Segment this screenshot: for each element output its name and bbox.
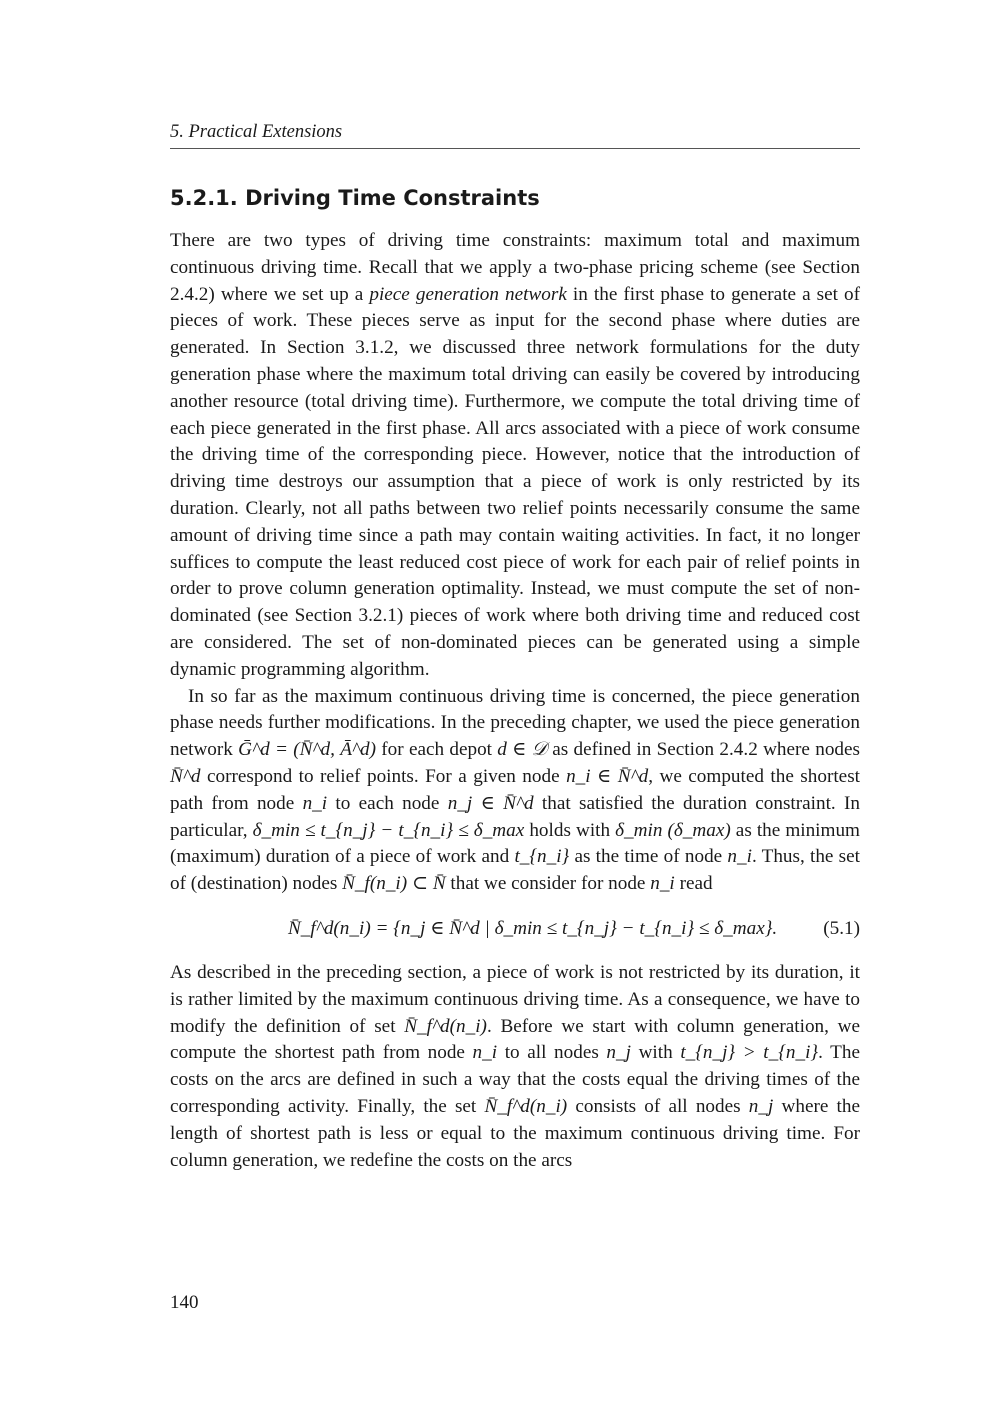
body-text	[170, 228, 860, 1174]
math-inline: n_i	[302, 792, 328, 814]
math-inline: n_j	[748, 1095, 774, 1117]
math-inline: Ḡ^d = (N̄^d, Ā^d)	[238, 739, 376, 761]
paragraph-2: In so far as the maximum continuous driving time is concerned, the piece generation phase needs further modifications. In the preceding chapter, we used the piece generation network Ḡ^d = (N̄^d, Ā^d) for each depot d ∈ 𝒟 as defined in Section 2.4.2 where nodes N̄^d correspond to relief points. For a given node n_i ∈ N̄^d, we computed the shortest path from node n_i to each node n_j ∈ N̄^d that satisfied the duration constraint. In particular, δ_min ≤ t_{n_j} − t_{n_i} ≤ δ_max holds with δ_min (δ_max) as the minimum (maximum) duration of a piece of work and t_{n_i} as the time of node n_i. Thus, the set of (destination) nodes N̄_f(n_i) ⊂ N̄ that we consider for node n_i read	[170, 685, 860, 895]
math-inline: n_j ∈ N̄^d	[447, 792, 534, 814]
equation-number: (5.1)	[823, 917, 860, 939]
math-inline: n_j	[606, 1042, 631, 1064]
math-inline: N̄_f(n_i) ⊂ N̄	[342, 873, 446, 895]
math-inline: n_i	[727, 846, 752, 868]
math-inline: N̄_f^d(n_i)	[484, 1095, 568, 1117]
math-inline: t_{n_j} > t_{n_i}	[680, 1042, 819, 1064]
display-equation	[170, 902, 860, 960]
page-number: 140	[170, 1292, 199, 1313]
math-inline: n_i	[650, 873, 675, 895]
math-inline: δ_min (δ_max)	[615, 819, 731, 841]
paragraph-1: There are two types of driving time constraints: maximum total and maximum continuous driving time. Recall that we apply a two-phase pricing scheme (see Section 2.4.2) where we set up a piece generation network in the first phase to generate a set of pieces of work. These pieces serve as input for the second phase where duties are generated. In Section 3.1.2, we discussed three network formulations for the duty generation phase where the maximum total driving can easily be covered by introducing another resource (total driving time). Furthermore, we compute the total driving time of each piece generated in the first phase. All arcs associated with a piece of work consume the driving time of the corresponding piece. However, notice that the introduction of driving time destroys our assumption that a piece of work is only restricted by its duration. Clearly, not all paths between two relief points necessarily consume the same amount of driving time since a path may contain waiting activities. In fact, it no longer suffices to compute the least reduced cost piece of work for each pair of relief points in order to prove column generation optimality. Instead, we must compute the set of non-dominated (see Section 3.2.1) pieces of work where both driving time and reduced cost are considered. The set of non-dominated pieces can be generated using a simple dynamic programming algorithm.	[170, 230, 861, 680]
emphasis-term: piece generation network	[369, 283, 567, 305]
running-head: 5. Practical Extensions	[170, 120, 860, 149]
math-inline: N̄_f^d(n_i)	[404, 1015, 487, 1037]
paragraph-3: As described in the preceding section, a piece of work is not restricted by its duration, it is rather limited by the maximum continuous driving time. As a consequence, we have to modify the definition of set N̄_f^d(n_i). Before we start with column generation, we compute the shortest path from node n_i to all nodes n_j with t_{n_j} > t_{n_i}. The costs on the arcs are defined in such a way that the costs equal the driving times of the corresponding activity. Finally, the set N̄_f^d(n_i) consists of all nodes n_j where the length of shortest path is less or equal to the maximum continuous driving time. For column generation, we redefine the costs on the arcs	[170, 961, 861, 1171]
math-inline: N̄^d	[170, 765, 201, 787]
math-inline: t_{n_i}	[514, 846, 570, 868]
math-inline: δ_min ≤ t_{n_j} − t_{n_i} ≤ δ_max	[252, 819, 525, 841]
math-inline: n_i	[472, 1042, 498, 1064]
section-title: 5.2.1. Driving Time Constraints	[170, 186, 540, 210]
math-inline: d ∈ 𝒟	[497, 739, 547, 761]
equation-body: N̄_f^d(n_i) = {n_j ∈ N̄^d | δ_min ≤ t_{n_j} − t_{n_i} ≤ δ_max}.	[288, 917, 778, 939]
math-inline: n_i ∈ N̄^d	[566, 765, 649, 787]
